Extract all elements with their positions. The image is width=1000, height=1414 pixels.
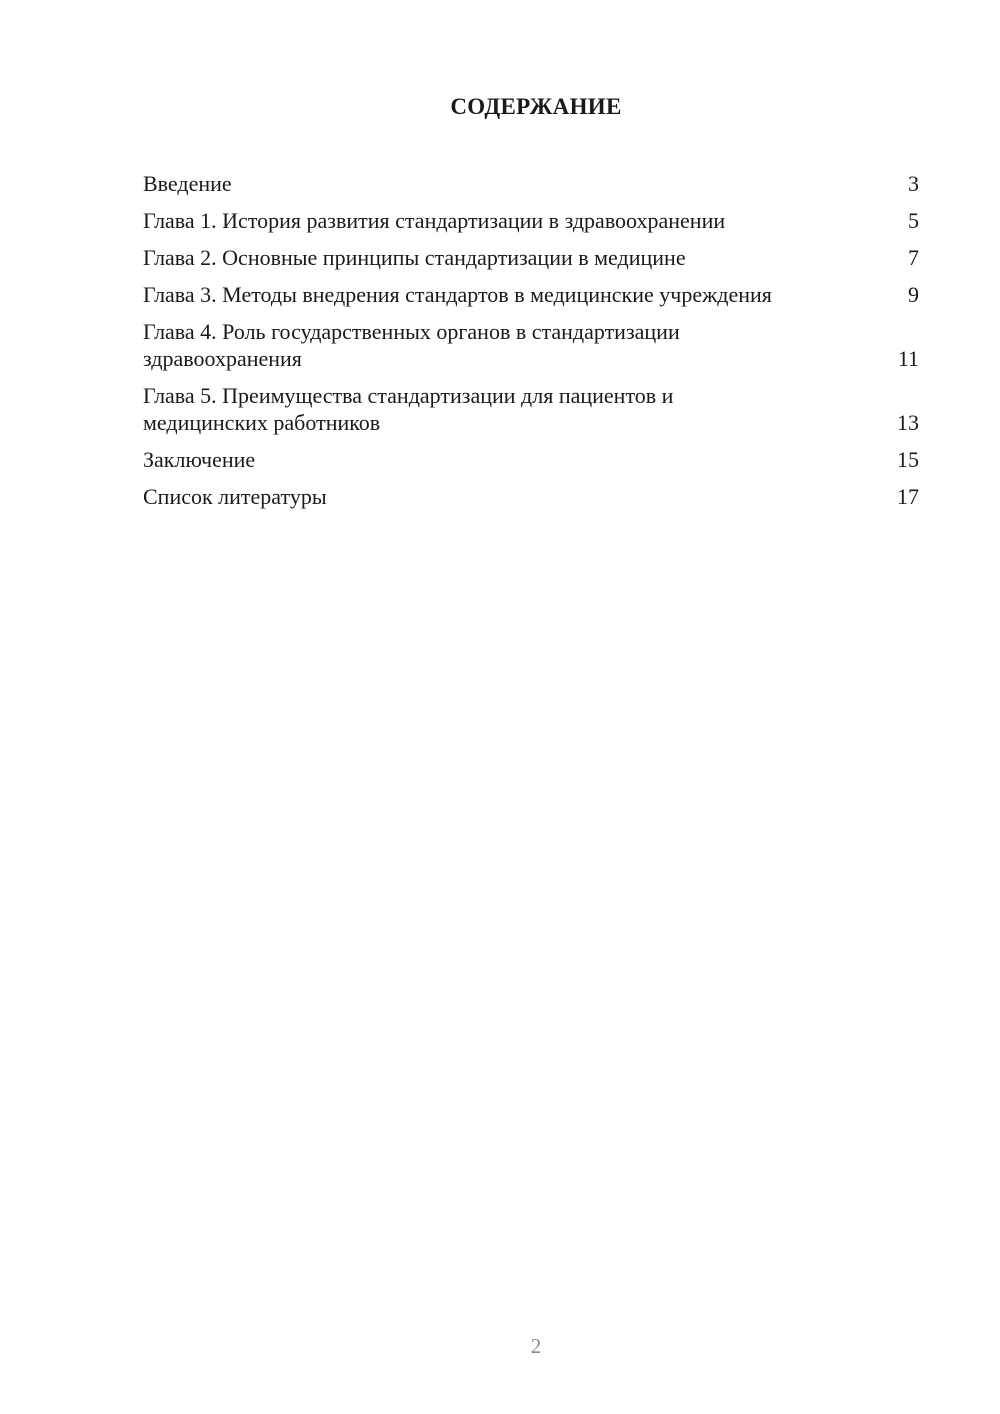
toc-entry-chapter-3[interactable] [143,281,919,308]
toc-entry-text: Глава 1. История развития стандартизации в здравоохранении [143,208,726,233]
toc-entry-chapter-5[interactable] [143,382,919,436]
toc-title: СОДЕРЖАНИЕ [450,94,622,119]
toc-entry-page: 5 [908,208,919,233]
toc-entry-chapter-1[interactable] [143,207,919,234]
toc-entry-text: Глава 2. Основные принципы стандартизации в медицине [143,245,686,270]
toc-entry-introduction[interactable] [143,170,919,197]
toc-entry-page: 13 [897,410,919,435]
toc-entry-text: Глава 5. Преимущества стандартизации для пациентов и медицинских работников [143,383,674,435]
toc-entry-bibliography[interactable] [143,483,919,510]
toc-entry-chapter-2[interactable] [143,244,919,271]
toc-entry-page: 3 [908,171,919,196]
toc-entry-conclusion[interactable] [143,446,919,473]
toc-entry-page: 9 [908,282,919,307]
toc-entry-text: Введение [143,171,232,196]
toc-entry-text: Список литературы [143,484,327,509]
page-number: 2 [530,1334,542,1358]
toc-entry-text: Заключение [143,447,256,472]
table-of-contents [143,170,919,520]
toc-entry-page: 7 [908,245,919,270]
toc-entry-page: 11 [897,346,919,371]
toc-entry-chapter-4[interactable] [143,318,919,372]
toc-entry-page: 17 [897,484,919,509]
toc-entry-page: 15 [897,447,919,472]
toc-entry-text: Глава 4. Роль государственных органов в стандартизации здравоохранения [143,319,680,371]
toc-entry-text: Глава 3. Методы внедрения стандартов в медицинские учреждения [143,282,772,307]
